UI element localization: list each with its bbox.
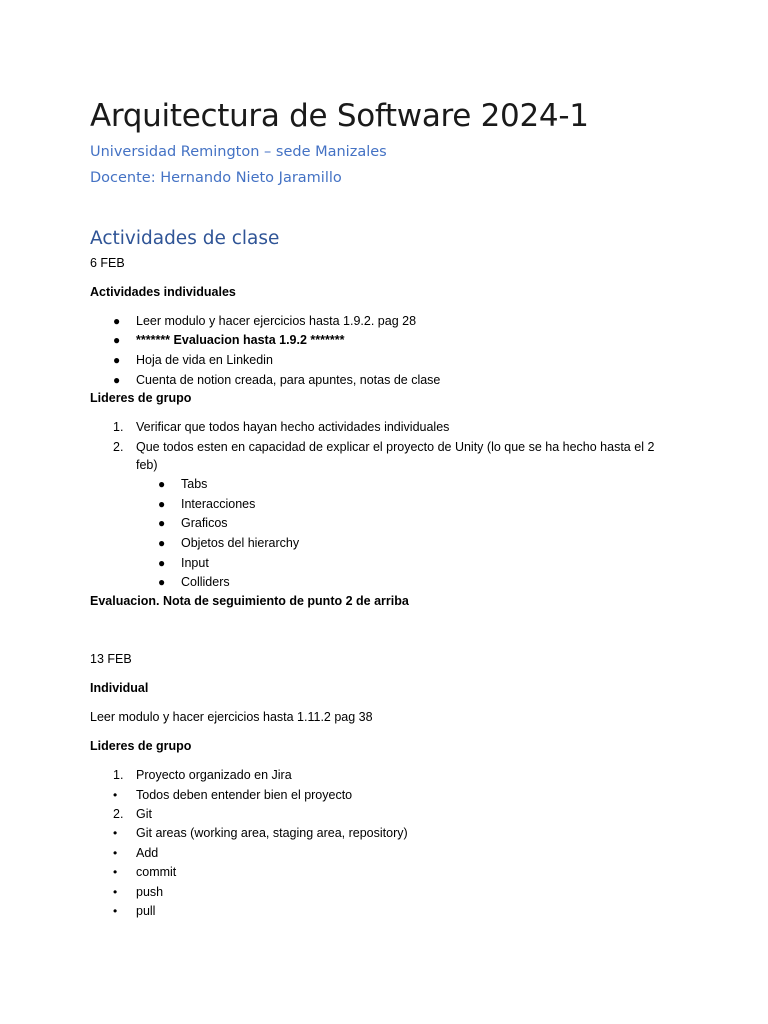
bullet-icon: ● (158, 575, 166, 589)
list-item-text: Hoja de vida en Linkedin (136, 353, 273, 367)
group-leaders-heading: Lideres de grupo (90, 391, 192, 405)
evaluation-note: Evaluacion. Nota de seguimiento de punto 2 de arriba (90, 594, 409, 608)
list-item-text: Leer modulo y hacer ejercicios hasta 1.9.2. pag 28 (136, 314, 417, 328)
individual-task-text: Leer modulo y hacer ejercicios hasta 1.11.2 pag 38 (90, 710, 373, 724)
list-item-text: Add (136, 846, 159, 860)
list-item-text: Git (136, 807, 152, 821)
bullet-icon: ● (113, 333, 121, 347)
list-number: 2. (113, 440, 124, 454)
document-title: Arquitectura de Software 2024-1 (90, 98, 589, 134)
bullet-icon: ● (113, 314, 121, 328)
list-item-text: Input (181, 556, 209, 570)
document-subtitle-teacher: Docente: Hernando Nieto Jaramillo (90, 170, 342, 186)
list-marker: • (113, 788, 118, 802)
list-marker: 1. (113, 768, 124, 782)
list-item-text: Cuenta de notion creada, para apuntes, notas de clase (136, 373, 441, 387)
list-item-text: ******* Evaluacion hasta 1.9.2 ******* (136, 333, 345, 347)
list-item-text: push (136, 885, 164, 899)
list-marker: 2. (113, 807, 124, 821)
bullet-icon: ● (158, 556, 166, 570)
document-subtitle-university: Universidad Remington – sede Manizales (90, 144, 387, 160)
list-item-text: Interacciones (181, 497, 256, 511)
bullet-icon: ● (158, 536, 166, 550)
list-item-text: Colliders (181, 575, 230, 589)
list-item-text: Git areas (working area, staging area, repository) (136, 826, 408, 840)
bullet-icon: ● (158, 516, 166, 530)
list-item-text: Todos deben entender bien el proyecto (136, 788, 353, 802)
session-date: 6 FEB (90, 256, 125, 270)
session-date: 13 FEB (90, 652, 132, 666)
individual-heading: Individual (90, 681, 149, 695)
list-item-text: pull (136, 904, 156, 918)
bullet-icon: ● (158, 477, 166, 491)
list-item-text: Que todos esten en capacidad de explicar el proyecto de Unity (lo que se ha hecho hasta el 2 feb) (136, 440, 655, 472)
list-marker: • (113, 885, 118, 899)
list-marker: • (113, 846, 118, 860)
list-item-text: Proyecto organizado en Jira (136, 768, 292, 782)
list-number: 1. (113, 420, 124, 434)
list-item-text: Verificar que todos hayan hecho actividades individuales (136, 420, 450, 434)
individual-activities-heading: Actividades individuales (90, 285, 236, 299)
list-item-text: Objetos del hierarchy (181, 536, 300, 550)
list-marker: • (113, 865, 118, 879)
bullet-icon: ● (158, 497, 166, 511)
bullet-icon: ● (113, 373, 121, 387)
group-leaders-heading: Lideres de grupo (90, 739, 192, 753)
list-marker: • (113, 904, 118, 918)
list-marker: • (113, 826, 118, 840)
list-item-text: commit (136, 865, 177, 879)
section-heading: Actividades de clase (90, 228, 280, 249)
bullet-icon: ● (113, 353, 121, 367)
list-item-text: Graficos (181, 516, 228, 530)
list-item-text: Tabs (181, 477, 208, 491)
